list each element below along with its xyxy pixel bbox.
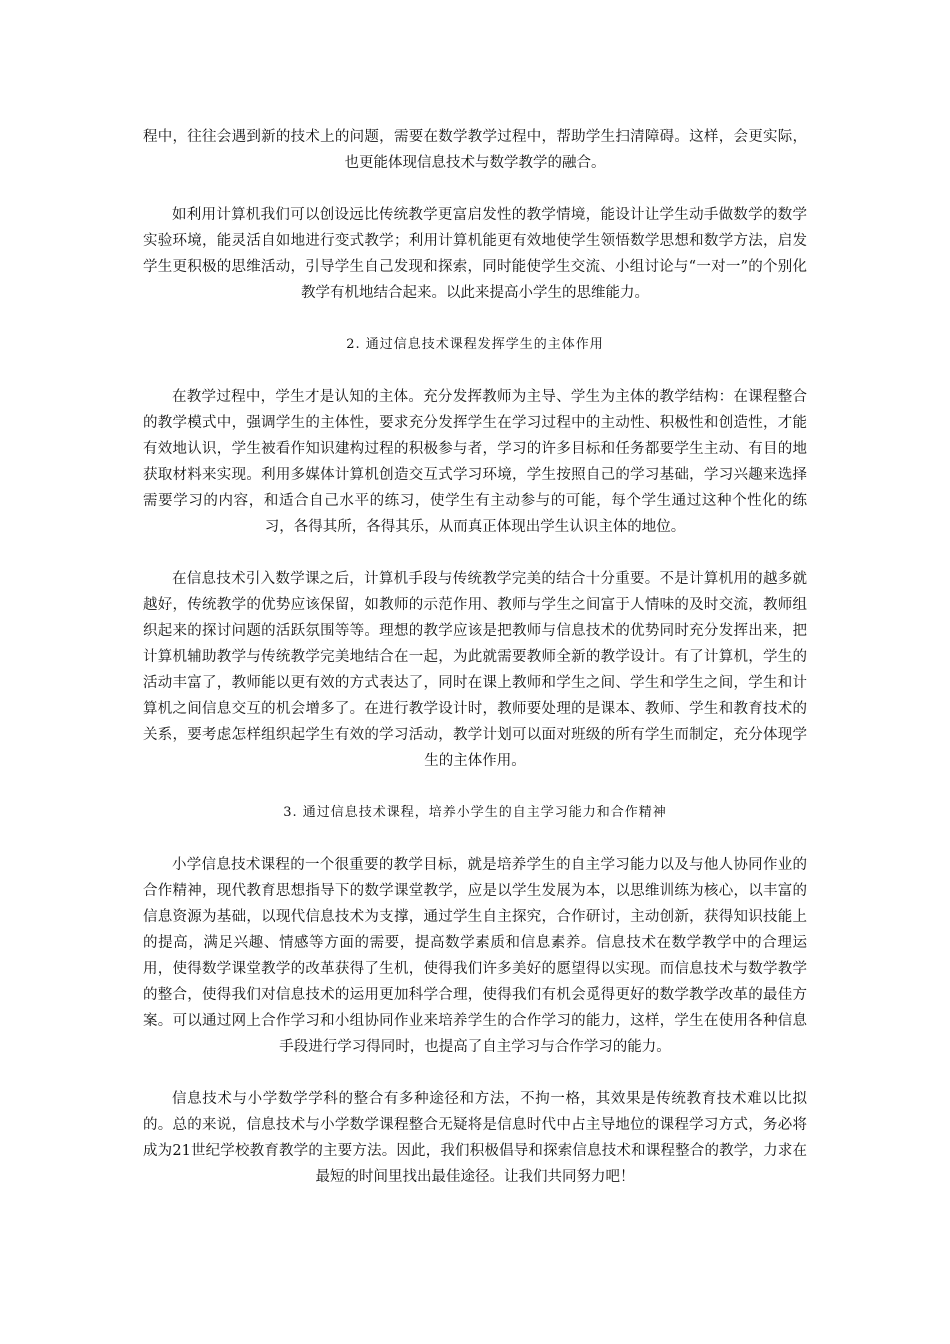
paragraph-gap	[143, 358, 807, 384]
section-heading-3: 3. 通过信息技术课程，培养小学生的自主学习能力和合作精神	[283, 805, 667, 820]
paragraph: 在信息技术引入数学课之后，计算机手段与传统教学完美的结合十分重要。不是计算机用的越多就越好，传统教学的优势应该保留，如教师的示范作用、教师与学生之间富于人情味的及时交流，教师组织起来的探讨问题的活跃氛围等等。理想的教学应该是把教师与信息技术的优势同时充分发挥出来，把计算机辅助教学与传统教学完美地结合在一起，为此就需要教师全新的教学设计。有了计算机，学生的活动丰富了，教师能以更有效的方式表达了，同时在课上教师和学生之间、学生和学生之间，学生和计算机之间信息交互的机会增多了。在进行教学设计时，教师要处理的是课本、教师、学生和教育技术的关系，要考虑怎样组织起学生有效的学习活动，教学计划可以面对班级的所有学生而制定，充分体现学生的主体作用。	[143, 571, 807, 769]
paragraph-gap	[143, 826, 807, 852]
paragraph: 如利用计算机我们可以创设远比传统教学更富启发性的教学情境，能设计让学生动手做数学的数学实验环境，能灵活自如地进行变式教学；利用计算机能更有效地使学生领悟数学思想和数学方法，启发学生更积极的思维活动，引导学生自己发现和探索，同时能使学生交流、小组讨论与“一对一”的个别化教学有机地结合起来。以此来提高小学生的思维能力。	[143, 207, 807, 301]
paragraph: 在教学过程中，学生才是认知的主体。充分发挥教师为主导、学生为主体的教学结构：在课程整合的教学模式中，强调学生的主体性，要求充分发挥学生在学习过程中的主动性、积极性和创造性，才能有效地认识，学生被看作知识建构过程的积极参与者，学习的许多目标和任务都要学生主动、有目的地获取材料来实现。利用多媒体计算机创造交互式学习环境，学生按照自己的学习基础，学习兴趣来选择需要学习的内容，和适合自己水平的练习，使学生有主动参与的可能，每个学生通过这种个性化的练习，各得其所，各得其乐，从而真正体现出学生认识主体的地位。	[143, 389, 807, 535]
paragraph-gap	[143, 176, 807, 202]
document-body	[143, 124, 807, 1190]
paragraph: 程中，往往会遇到新的技术上的问题，需要在数学教学过程中，帮助学生扫清障碍。这样，会更实际，也更能体现信息技术与数学教学的融合。	[143, 129, 807, 171]
section-heading-2: 2. 通过信息技术课程发挥学生的主体作用	[346, 337, 604, 352]
paragraph-gap	[143, 306, 807, 332]
paragraph-gap	[143, 1060, 807, 1086]
paragraph-gap	[143, 540, 807, 566]
paragraph: 小学信息技术课程的一个很重要的教学目标，就是培养学生的自主学习能力以及与他人协同作业的合作精神，现代教育思想指导下的数学课堂教学，应是以学生发展为本，以思维训练为核心，以丰富的信息资源为基础，以现代信息技术为支撑，通过学生自主探究，合作研讨，主动创新，获得知识技能上的提高，满足兴趣、情感等方面的需要，提高数学素质和信息素养。信息技术在数学教学中的合理运用，使得数学课堂教学的改革获得了生机，使得我们许多美好的愿望得以实现。而信息技术与数学教学的整合，使得我们对信息技术的运用更加科学合理，使得我们有机会觅得更好的数学教学改革的最佳方案。可以通过网上合作学习和小组协同作业来培养学生的合作学习的能力，这样，学生在使用各种信息手段进行学习得同时，也提高了自主学习与合作学习的能力。	[143, 857, 807, 1055]
paragraph-gap	[143, 774, 807, 800]
paragraph: 信息技术与小学数学学科的整合有多种途径和方法，不拘一格，其效果是传统教育技术难以比拟的。总的来说，信息技术与小学数学课程整合无疑将是信息时代中占主导地位的课程学习方式，务必将成为21世纪学校教育教学的主要方法。因此，我们积极倡导和探索信息技术和课程整合的教学，力求在最短的时间里找出最佳途径。让我们共同努力吧！	[143, 1091, 807, 1185]
